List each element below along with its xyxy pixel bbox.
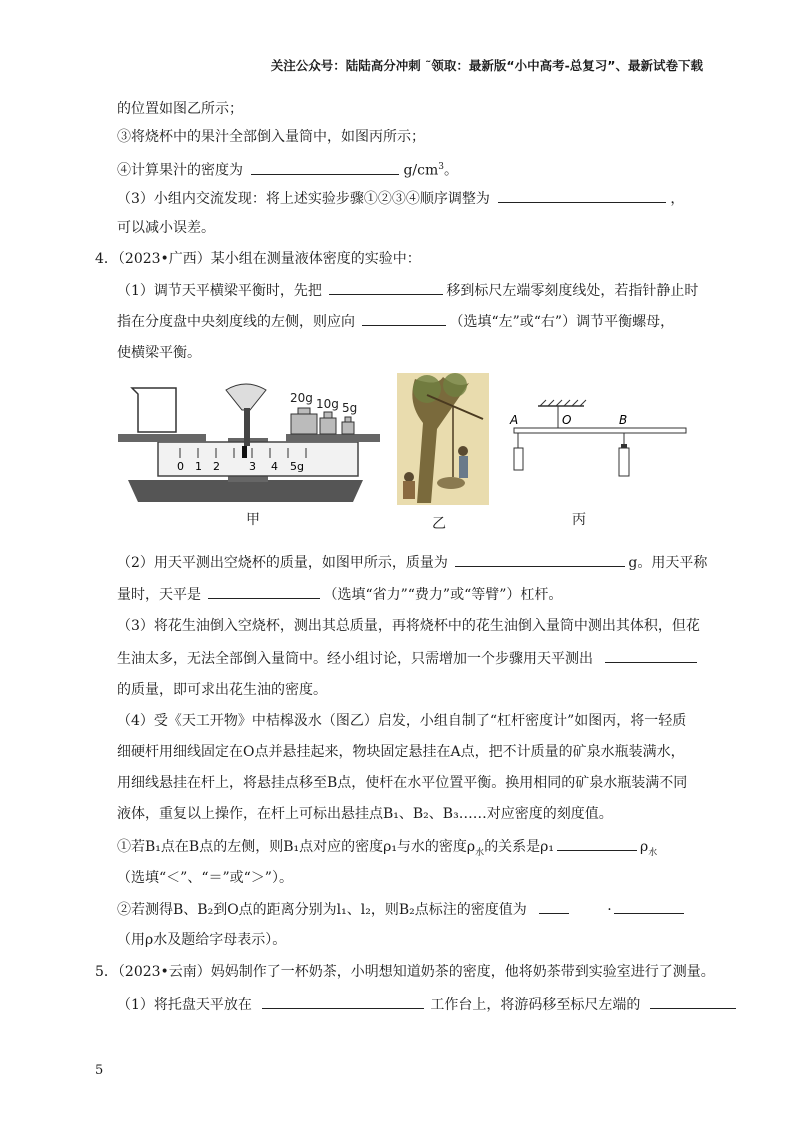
q5-part1 (117, 994, 736, 1015)
scale-0: 0 (177, 460, 184, 473)
q4-sub2-text: ②若测得B、B₂到O点的距离分别为l₁、l₂，则B₂点标注的密度值为 (117, 902, 527, 918)
q5-title: 5．（2023•云南）妈妈制作了一杯奶茶，小明想知道奶茶的密度，他将奶茶带到实验室进行了测量。 (95, 964, 715, 980)
scale-4: 4 (271, 460, 278, 473)
q3-step4-text: ④计算果汁的密度为 (117, 162, 243, 179)
q4-part3-line1: （3）将花生油倒入空烧杯，测出其总质量，再将烧杯中的花生油倒入量筒中测出其体积，但花 (117, 618, 700, 634)
q4-part3-line2 (117, 648, 697, 669)
pointer (244, 408, 250, 446)
point-A: A (510, 413, 519, 427)
well (437, 477, 465, 489)
q3-part3 (117, 188, 684, 209)
q5-part1-post: 工作台上，将游码移至标尺左端的 (430, 997, 641, 1013)
q3-continuation: 的位置如图乙所示； (117, 101, 243, 117)
q5-part1-blank1[interactable] (262, 994, 424, 1009)
q4-part1-line2 (117, 311, 674, 332)
label-20g: 20g (290, 391, 313, 405)
q4-part3-line3: 的质量，即可求出花生油的密度。 (117, 682, 327, 698)
q4-part1-blank1[interactable] (329, 280, 443, 295)
figure-jiegao-illustration (397, 373, 489, 505)
q4-part1-line3: 使横梁平衡。 (117, 345, 201, 361)
q4-part4-line2: 细硬杆用细线固定在O点并悬挂起来，物块固定悬挂在A点，把不计质量的矿泉水瓶装满水， (117, 744, 685, 760)
caption-jia: 甲 (246, 512, 260, 528)
q4-part4-line3: 用细线悬挂在杆上，将悬挂点移至B点，使杆在水平位置平衡。换用相同的矿泉水瓶装满不同 (117, 775, 688, 791)
q4-part2-post: g。用天平称 (628, 555, 708, 571)
q4-sub1-water: 水 (475, 847, 485, 858)
figure-balance (118, 378, 380, 510)
q4-part2-text: （2）用天平测出空烧杯的质量，如图甲所示，质量为 (117, 555, 448, 571)
bottle-B (619, 448, 629, 476)
person (458, 446, 468, 456)
page-header: 关注公众号：陆陆高分冲刺 ˜领取：最新版“小中高考-总复习”、最新试卷下载 (270, 58, 703, 73)
q4-part4-line1: （4）受《天工开物》中桔槔汲水（图乙）启发，小组自制了“杠杆密度计”如图丙，将一轻质 (117, 713, 687, 729)
q3-part3-blank[interactable] (498, 188, 666, 203)
point-B: B (619, 413, 628, 427)
balance-base (128, 480, 363, 502)
dial (226, 384, 266, 410)
rider (242, 446, 247, 458)
q3-part3-line2: 可以减小误差。 (117, 220, 215, 236)
q4-sub1-text: ①若B₁点在B点的左侧，则B₁点对应的密度ρ₁与水的密度ρ (117, 839, 476, 855)
q3-step4-unit: g/cm (403, 162, 439, 179)
q4-part2-line1 (117, 552, 707, 573)
q5-part1-text: （1）将托盘天平放在 (117, 997, 252, 1013)
q4-part2-line2 (117, 584, 562, 605)
left-pan (118, 434, 206, 442)
label-10g: 10g (316, 397, 339, 411)
beaker (132, 388, 176, 432)
q4-sub2-line2: （用ρ水及题给字母表示）。 (117, 932, 287, 948)
q4-sub1-mid: 的关系是ρ₁ (484, 839, 555, 855)
q4-part2-l2-text: 量时，天平是 (117, 587, 201, 603)
q4-sub1-rho: ρ (640, 839, 649, 855)
q4-part2-l2-post: （选填“省力”“费力”或“等臂”）杠杆。 (323, 587, 563, 603)
q4-part2-blank2[interactable] (208, 584, 320, 599)
q3-part3-text: （3）小组内交流发现：将上述实验步骤①②③④顺序调整为 (117, 191, 490, 207)
q3-part3-end: ， (670, 191, 685, 207)
figure-lever-densimeter (508, 394, 690, 480)
q3-step4-blank[interactable] (251, 160, 399, 175)
q3-step4 (117, 157, 458, 181)
q4-part4-line4: 液体，重复以上操作，在杆上可标出悬挂点B₁、B₂、B₃……对应密度的刻度值。 (117, 806, 613, 822)
q4-part3-blank[interactable] (605, 648, 697, 663)
point-O: O (562, 413, 572, 427)
q4-sub2-dot: · (607, 902, 612, 918)
weight-5g (342, 422, 354, 434)
q4-part1-l2-post: （选填“左”或“右”）调节平衡螺母， (449, 314, 675, 330)
label-5g: 5g (342, 401, 358, 415)
rod (514, 428, 686, 433)
q4-part1-post: 移到标尺左端零刻度线处，若指针静止时 (446, 283, 699, 299)
q4-sub2-blank1[interactable] (539, 899, 569, 914)
weight-10g (320, 418, 336, 434)
q4-part1-text: （1）调节天平横梁平衡时，先把 (117, 283, 322, 299)
q4-sub2-line1 (117, 899, 684, 920)
q3-step4-end: 。 (443, 162, 458, 179)
q4-sub1-line2: （选填“＜”、“＝”或“＞”）。 (117, 870, 293, 886)
q3-step4-sup: 3 (438, 162, 444, 172)
scale-1: 1 (195, 460, 202, 473)
block-A (514, 448, 523, 470)
q4-part2-blank1[interactable] (455, 552, 625, 567)
q4-sub1-water2: 水 (648, 847, 658, 858)
q4-sub1-blank[interactable] (557, 836, 637, 851)
q4-part3-l2-text: 生油太多，无法全部倒入量筒中。经小组讨论，只需增加一个步骤用天平测出 (117, 651, 593, 667)
q4-sub2-blank2[interactable] (614, 899, 684, 914)
q4-sub1-line1 (117, 836, 657, 863)
q3-step3: ③将烧杯中的果汁全部倒入量筒中，如图丙所示； (117, 129, 425, 145)
q4-part1-line1 (117, 280, 698, 301)
q4-part1-blank2[interactable] (362, 311, 446, 326)
scale-2: 2 (213, 460, 220, 473)
q4-part1-l2-text: 指在分度盘中央刻度线的左侧，则应向 (117, 314, 355, 330)
q5-part1-blank2[interactable] (650, 994, 736, 1009)
q4-title: 4．（2023•广西）某小组在测量液体密度的实验中： (95, 251, 421, 267)
scale-3: 3 (249, 460, 256, 473)
page-number: 5 (95, 1063, 104, 1078)
caption-yi: 乙 (432, 516, 446, 532)
weight-20g (291, 414, 317, 434)
caption-bing: 丙 (572, 512, 586, 528)
right-pan (286, 434, 380, 442)
scale-5g: 5g (290, 460, 304, 473)
balance-beam (158, 442, 358, 476)
